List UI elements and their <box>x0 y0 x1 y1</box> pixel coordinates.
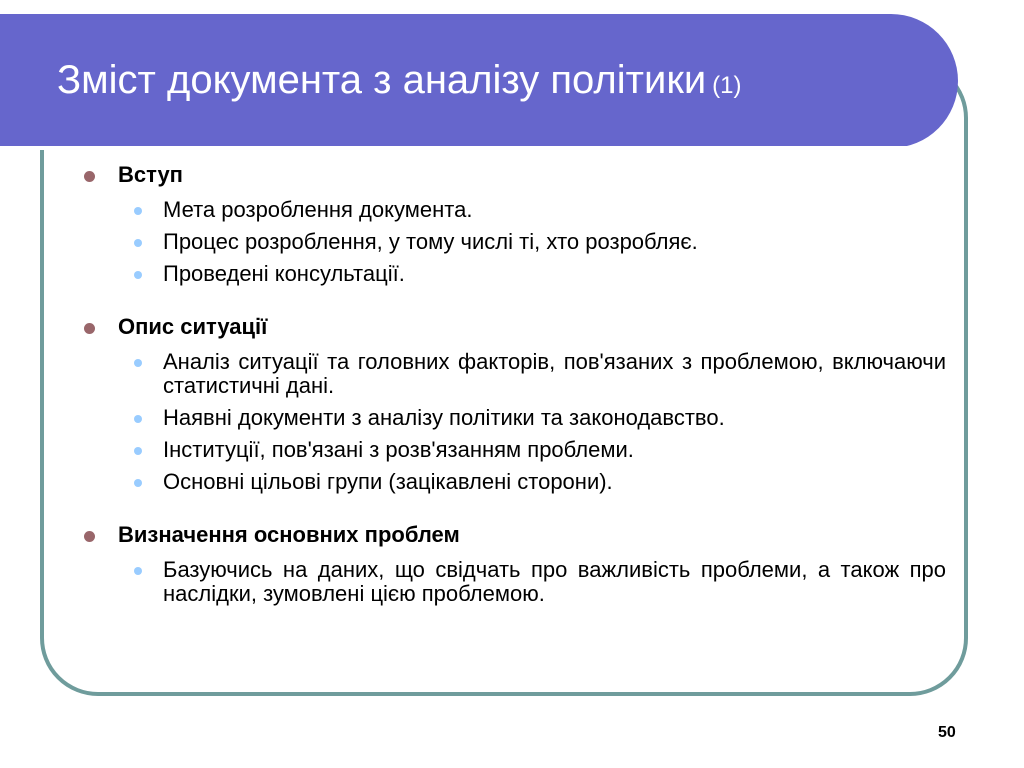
title-underline <box>0 146 908 150</box>
sub-bullet-icon <box>134 567 142 575</box>
list-item <box>80 558 946 606</box>
sub-bullet-icon <box>134 359 142 367</box>
sub-bullet-icon <box>134 479 142 487</box>
list-item <box>80 438 946 462</box>
list-item <box>80 406 946 430</box>
list-item-text: Базуючись на даних, що свідчать про важливість проблеми, а також про наслідки, зумовлені цією проблемою. <box>163 557 946 606</box>
list-item <box>80 198 946 222</box>
sub-bullet-icon <box>134 239 142 247</box>
section-heading-text: Визначення основних проблем <box>118 522 460 547</box>
list-item-text: Проведені консультації. <box>163 261 405 286</box>
section-heading <box>80 160 946 190</box>
sub-bullet-icon <box>134 207 142 215</box>
list-item-text: Процес розроблення, у тому числі ті, хто розробляє. <box>163 229 698 254</box>
list-item <box>80 350 946 398</box>
slide-title <box>57 56 742 110</box>
bullet-icon <box>84 323 95 334</box>
list-item-text: Мета розроблення документа. <box>163 197 473 222</box>
list-item <box>80 262 946 286</box>
slide-title-suffix: (1) <box>712 72 742 99</box>
section-heading-text: Опис ситуації <box>118 314 268 339</box>
list-item <box>80 470 946 494</box>
list-item-text: Інституції, пов'язані з розв'язанням проблеми. <box>163 437 634 462</box>
list-item-text: Основні цільові групи (зацікавлені сторони). <box>163 469 613 494</box>
section-items <box>80 558 946 606</box>
list-item-text: Аналіз ситуації та головних факторів, пов'язаних з проблемою, включаючи статистичні дані. <box>163 349 946 398</box>
page-number: 50 <box>938 724 956 741</box>
section-items <box>80 350 946 494</box>
list-item <box>80 230 946 254</box>
section-intro <box>80 160 946 286</box>
section-situation <box>80 312 946 494</box>
section-problems <box>80 520 946 606</box>
slide-body <box>80 160 946 606</box>
bullet-icon <box>84 531 95 542</box>
section-heading <box>80 520 946 550</box>
list-item-text: Наявні документи з аналізу політики та законодавство. <box>163 405 725 430</box>
bullet-icon <box>84 171 95 182</box>
sub-bullet-icon <box>134 415 142 423</box>
section-heading <box>80 312 946 342</box>
slide-title-text: Зміст документа з аналізу політики <box>57 58 707 102</box>
sub-bullet-icon <box>134 271 142 279</box>
sub-bullet-icon <box>134 447 142 455</box>
section-items <box>80 198 946 286</box>
section-heading-text: Вступ <box>118 162 183 187</box>
